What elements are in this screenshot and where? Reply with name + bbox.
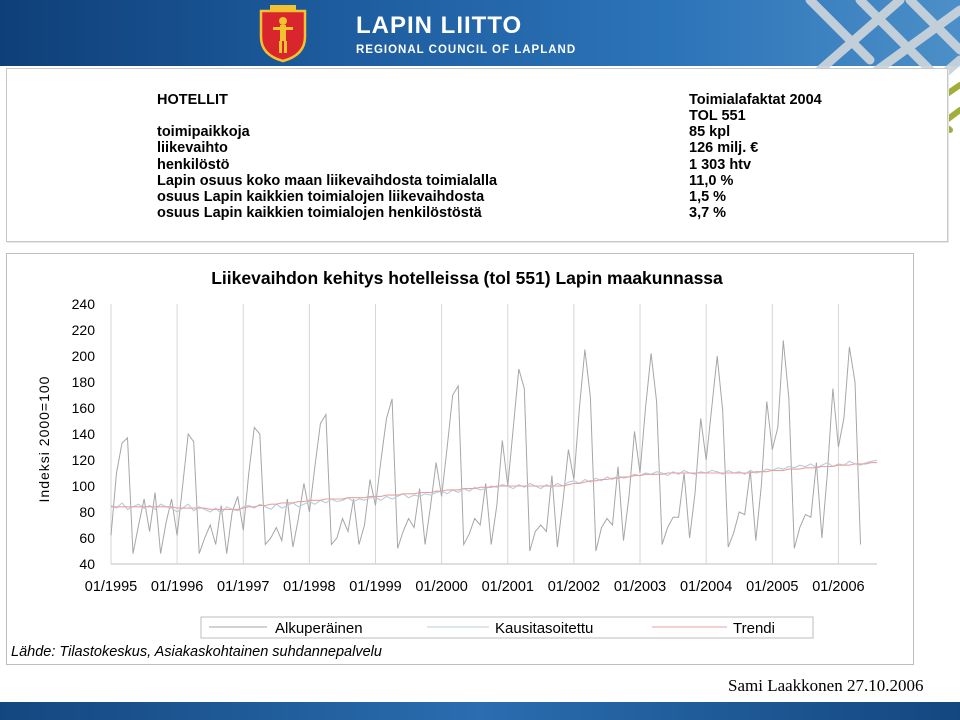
fact-value-3: 11,0 % [689, 173, 734, 189]
y-tick-label: 160 [71, 400, 95, 416]
fact-label-2: henkilöstö [157, 157, 230, 173]
y-tick-label: 120 [71, 452, 95, 468]
fact-value-2: 1 303 htv [689, 157, 752, 173]
x-tick-label: 01/1995 [84, 579, 138, 595]
y-axis-label: Indeksi 2000=100 [36, 375, 52, 503]
brand-title: LAPIN LIITTO [356, 12, 523, 39]
x-tick-label: 01/2003 [613, 579, 667, 595]
y-tick-label: 140 [71, 426, 95, 442]
y-tick-label: 200 [71, 348, 95, 364]
chart-title: Liikevaihdon kehitys hotelleissa (tol 551) Lapin maakunnassa [211, 268, 723, 288]
y-tick-label: 100 [71, 478, 95, 494]
x-tick-label: 01/1999 [349, 579, 402, 595]
chart-panel [6, 253, 914, 665]
fact-label-1: liikevaihto [157, 140, 228, 156]
brand-subtitle: REGIONAL COUNCIL OF LAPLAND [356, 44, 577, 56]
x-tick-label: 01/2002 [547, 579, 601, 595]
y-tick-label: 180 [71, 374, 95, 390]
legend-label-trend: Trendi [733, 620, 775, 637]
bottom-bar [0, 702, 960, 720]
facts-heading: HOTELLIT [157, 92, 228, 108]
x-tick-label: 01/2004 [679, 579, 733, 595]
fact-label-5: osuus Lapin kaikkien toimialojen henkilöstöstä [157, 205, 482, 221]
x-tick-label: 01/1998 [283, 579, 336, 595]
y-tick-label: 220 [71, 322, 95, 338]
fact-value-1: 126 milj. € [689, 140, 759, 156]
x-tick-label: 01/2005 [746, 579, 799, 595]
x-tick-label: 01/1996 [150, 579, 204, 595]
facts-heading-right: Toimialafaktat 2004 [689, 92, 822, 108]
fact-value-5: 3,7 % [689, 205, 727, 221]
fact-label-4: osuus Lapin kaikkien toimialojen liikevaihdosta [157, 189, 485, 205]
fact-value-0: 85 kpl [689, 124, 731, 140]
x-tick-label: 01/2000 [415, 579, 468, 595]
line-chart [7, 254, 913, 664]
x-tick-label: 01/2006 [812, 579, 865, 595]
fact-label-3: Lapin osuus koko maan liikevaihdosta toimialalla [157, 173, 498, 189]
x-tick-label: 01/1997 [217, 579, 270, 595]
facts-code: TOL 551 [689, 108, 746, 124]
y-tick-label: 240 [71, 296, 95, 312]
y-tick-label: 80 [79, 504, 95, 520]
source-note: Lähde: Tilastokeskus, Asiakaskohtainen suhdannepalvelu [11, 644, 382, 660]
x-tick-label: 01/2001 [481, 579, 534, 595]
y-tick-label: 60 [79, 530, 95, 546]
series-line-original [111, 340, 861, 553]
author-date: Sami Laakkonen 27.10.2006 [728, 676, 924, 695]
industry-facts-panel [6, 68, 948, 242]
fact-label-0: toimipaikkoja [157, 124, 250, 140]
coat-of-arms-icon [258, 3, 308, 63]
fact-value-4: 1,5 % [689, 189, 727, 205]
y-tick-label: 40 [79, 556, 95, 572]
legend-label-original: Alkuperäinen [275, 620, 363, 637]
legend-label-seasonal: Kausitasoitettu [495, 620, 594, 637]
